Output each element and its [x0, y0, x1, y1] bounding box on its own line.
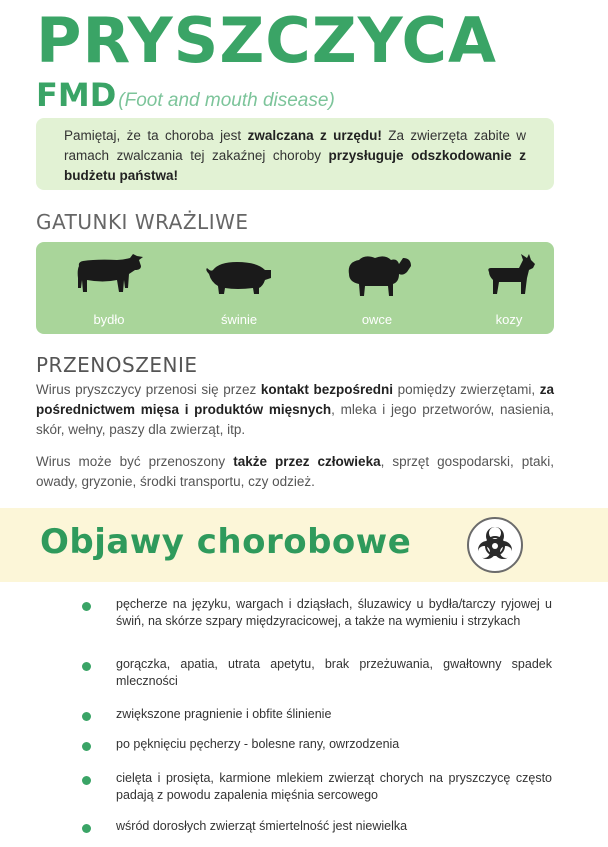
subtitle — [36, 76, 335, 114]
page-title: PRYSZCZYCA — [36, 4, 497, 77]
biohazard-icon — [466, 516, 524, 574]
cow-icon — [73, 248, 145, 308]
species-item-sheep — [322, 248, 432, 334]
list-item: cielęta i prosięta, karmione mlekiem zwierząt chorych na pryszczycę często padają z powodu zapalenia mięśnia sercowego — [116, 771, 552, 802]
disease-abbreviation: FMD — [36, 76, 117, 114]
bullet — [82, 824, 91, 833]
transmission-heading: PRZENOSZENIE — [36, 353, 198, 377]
goat-icon — [473, 248, 545, 308]
disease-english-name: (Foot and mouth disease) — [118, 90, 335, 111]
list-item: gorączka, apatia, utrata apetytu, brak przeżuwania, gwałtowny spadek mleczności — [116, 657, 552, 688]
bullet — [82, 742, 91, 751]
species-panel — [36, 242, 554, 334]
compensation-notice: Pamiętaj, że ta choroba jest zwalczana z urzędu! Za zwierzęta zabite w ramach zwalczania tej zakaźnej choroby przysługuje odszkodowanie z budżetu państwa! — [36, 118, 554, 190]
transmission-paragraph-1: Wirus pryszczycy przenosi się przez kontakt bezpośredni pomiędzy zwierzętami, za pośrednictwem mięsa i produktów mięsnych, mleka i jego przetworów, nasienia, skór, wełny, paszy dla zwierząt, itp. — [36, 382, 555, 437]
bullet — [82, 662, 91, 671]
pig-icon — [203, 248, 275, 308]
species-item-goats — [454, 248, 564, 334]
list-item: wśród dorosłych zwierząt śmiertelność jest niewielka — [116, 819, 408, 833]
bullet — [82, 712, 91, 721]
species-label: bydło — [93, 312, 125, 327]
symptoms-banner — [0, 508, 608, 582]
species-heading: GATUNKI WRAŻLIWE — [36, 210, 249, 234]
species-item-cattle — [54, 248, 164, 334]
species-item-pigs — [184, 248, 294, 334]
species-label: owce — [361, 312, 393, 327]
bullet — [82, 776, 91, 785]
sheep-icon — [341, 248, 413, 308]
list-item: po pęknięciu pęcherzy - bolesne rany, owrzodzenia — [116, 737, 400, 751]
transmission-paragraph-2: Wirus może być przenoszony także przez człowieka, sprzęt gospodarski, ptaki, owady, gryzonie, środki transportu, czy odzież. — [36, 454, 555, 489]
species-label: świnie — [220, 312, 258, 327]
list-item: pęcherze na języku, wargach i dziąsłach, śluzawicy u bydła/tarczy ryjowej u świń, na skórze szpary międzyracicowej, a także na wymieniu i strzykach — [116, 597, 552, 628]
species-label: kozy — [495, 312, 523, 327]
list-item: zwiększone pragnienie i obfite ślinienie — [116, 707, 332, 721]
symptoms-heading: Objawy chorobowe — [40, 522, 412, 562]
bullet — [82, 602, 91, 611]
